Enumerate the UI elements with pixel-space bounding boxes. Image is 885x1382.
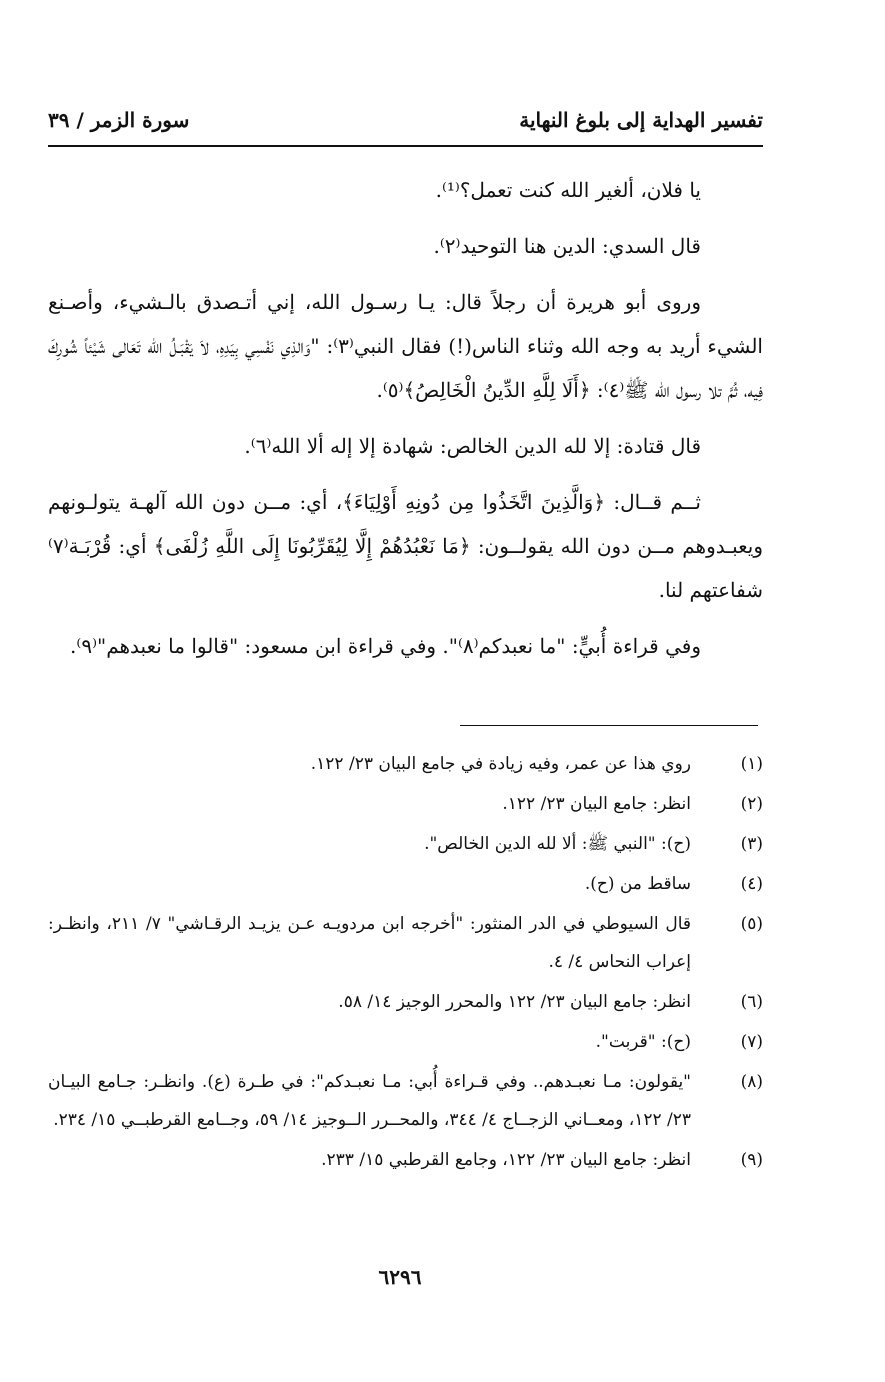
footnote-number: (١) [740, 754, 763, 774]
paragraph: يا فلان، ألغير الله كنت تعمل؟⁽¹⁾. [435, 178, 701, 202]
footnote [48, 825, 763, 863]
paragraph: وفي قراءة أُبيٍّ: "ما نعبدكم⁽٨⁾". وفي قراءة ابن مسعود: "قالوا ما نعبدهم"⁽٩⁾. [70, 634, 701, 658]
footnote-number: (٣) [740, 834, 763, 854]
footnote-text: ساقط من (ح). [584, 874, 691, 894]
footnote-text: روي هذا عن عمر، وفيه زيادة في جامع البيان ٢٣/ ١٢٢. [310, 754, 691, 774]
footnote [48, 865, 763, 903]
footnote-divider [460, 725, 758, 726]
footnote [48, 745, 763, 783]
book-title: تفسير الهداية إلى بلوغ النهاية [519, 108, 763, 132]
footnote-number: (٨) [740, 1072, 763, 1092]
footnote [48, 1023, 763, 1061]
footnote-number: (٤) [740, 874, 763, 894]
footnote [48, 1063, 763, 1139]
footnote-text: انظر: جامع البيان ٢٣/ ١٢٢. [502, 794, 691, 814]
paragraph: ثــم قــال: ﴿وَالَّذِينَ اتَّخَذُوا مِن دُونِهِ أَوْلِيَاءَ﴾، أي: مــن دون الله آلهـة يتولـونهم ويعبـدوهم مــن دون الله يقولــون: ﴿مَا نَعْبُدُهُمْ إِلَّا لِيُقَرِّبُونَا إِلَى اللَّهِ زُلْفَى﴾ أي: قُرْبَـة⁽٧⁾ شفاعتهم لنا. [48, 490, 763, 602]
footnote-text: انظر: جامع البيان ٢٣/ ١٢٢ والمحرر الوجيز ١٤/ ٥٨. [338, 992, 691, 1012]
footnote-number: (٩) [740, 1150, 763, 1170]
footnote-text: "يقولون: مـا نعبـدهم.. وفي قـراءة أُبي: مـا نعبـدكم": في طـرة (ع). وانظـر: جـامع البيـان ٢٣/ ١٢٢، ومعــاني الزجــاج ٤/ ٣٤٤، والمحــرر الــوجيز ١٤/ ٥٩، وجــامع القرطبــي ١٥/ ٢٣٤. [48, 1072, 691, 1130]
footnote [48, 905, 763, 981]
footnote [48, 1141, 763, 1179]
page-number: ٦٢٩٦ [378, 1265, 422, 1289]
footnote-text: انظر: جامع البيان ٢٣/ ١٢٢، وجامع القرطبي ١٥/ ٢٣٣. [321, 1150, 691, 1170]
footnote [48, 983, 763, 1021]
footnote-text: قال السيوطي في الدر المنثور: "أخرجه ابن مردويـه عـن يزيـد الرقـاشي" ٧/ ٢١١، وانظـر: إعراب النحاس ٤/ ٤. [48, 914, 691, 972]
surah-label: سورة الزمر / ٣٩ [48, 108, 190, 132]
footnote-text: (ح): "قربت". [595, 1032, 691, 1052]
footnotes [48, 745, 763, 1181]
header-divider [48, 145, 763, 147]
footnote-number: (٧) [740, 1032, 763, 1052]
footnote-number: (٥) [740, 914, 763, 934]
footnote [48, 785, 763, 823]
footnote-number: (٦) [740, 992, 763, 1012]
footnote-text: (ح): "النبي ﷺ: ألا لله الدين الخالص". [424, 834, 691, 854]
paragraph: قال السدي: الدين هنا التوحيد⁽٢⁾. [433, 234, 701, 258]
paragraph: وروى أبو هريرة أن رجلاً قال: يـا رسـول الله، إني أتـصدق بالـشيء، وأصـنع الشيء أريد به وجه الله وثناء الناس(!) فقال النبي⁽٣⁾: "وَالذِي نَفْسِي بِيَدِهِ، لاَ يَقْبَـلُ الله تَعَالى شَيْئاً شُورِكَ فِيه، ثُمَّ تلا رسول الله ﷺ⁽٤⁾: ﴿أَلَا لِلَّهِ الدِّينُ الْخَالِصُ﴾⁽٥⁾. [48, 290, 763, 402]
running-header [48, 108, 763, 144]
main-text [48, 168, 763, 680]
footnote-number: (٢) [740, 794, 763, 814]
paragraph: قال قتادة: إلا لله الدين الخالص: شهادة إلا إله ألا الله⁽٦⁾. [244, 434, 701, 458]
